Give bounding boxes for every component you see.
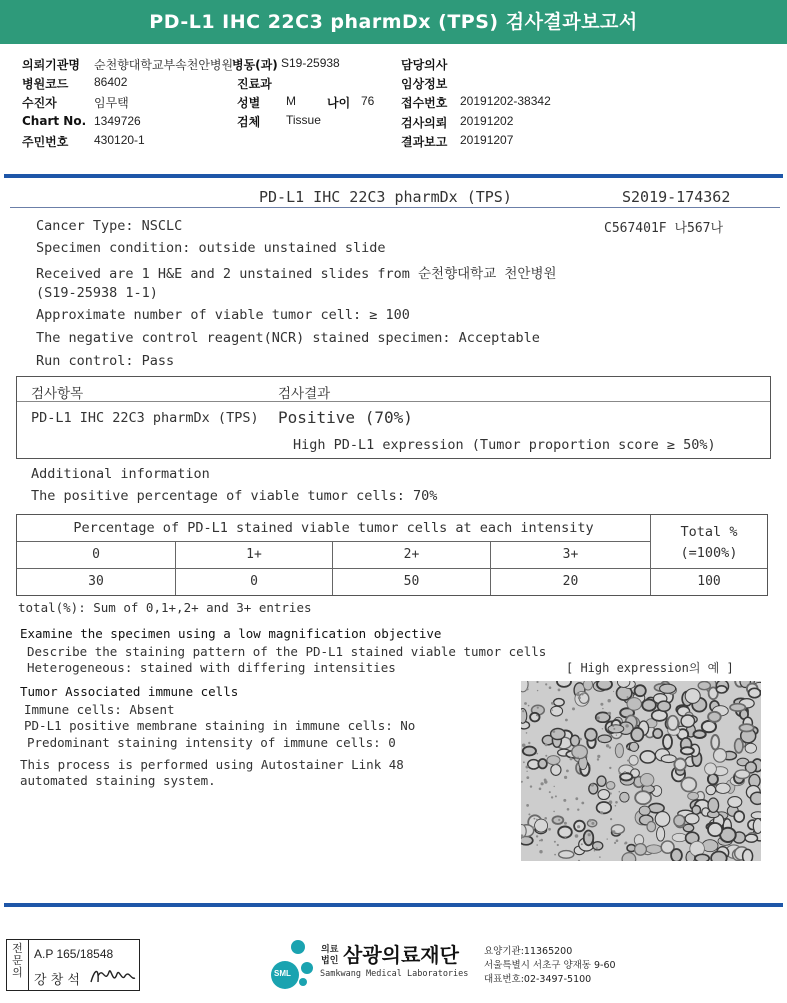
report-line: (S19-25938 1-1)	[36, 285, 158, 301]
chart-label: Chart No.	[22, 114, 87, 128]
org-prefix: 법인	[321, 956, 339, 966]
ihc-micrograph-image	[521, 681, 761, 861]
intensity-table-header: Percentage of PD-L1 stained viable tumor cells at each intensity	[73, 520, 594, 536]
intensity-footnote: total(%): Sum of 0,1+,2+ and 3+ entries	[18, 600, 312, 615]
total-header: Total %	[680, 524, 738, 540]
org-name-en: Samkwang Medical Laboratories	[320, 969, 469, 979]
request-value: 20191202	[460, 114, 514, 128]
request-label: 검사의뢰	[401, 116, 448, 130]
logo-mark: SML	[274, 969, 291, 978]
examine-line: Describe the staining pattern of the PD-L1 stained viable tumor cells	[27, 644, 547, 659]
report-date-value: 20191207	[460, 133, 514, 147]
report-line: Run control: Pass	[36, 353, 175, 369]
process-line: automated staining system.	[20, 773, 216, 788]
examine-title: Examine the specimen using a low magnification objective	[20, 626, 442, 641]
result-col-result: 검사결과	[278, 386, 331, 402]
age-value: 76	[361, 94, 375, 108]
intensity-label: 0	[92, 547, 100, 562]
result-value: Positive (70%)	[278, 408, 413, 427]
doctor-label: 담당의사	[401, 58, 448, 72]
patient-label: 수진자	[22, 96, 57, 110]
immune-line: Immune cells: Absent	[24, 702, 175, 717]
chart-value: 1349726	[94, 114, 141, 128]
institution-label: 의뢰기관명	[22, 58, 80, 72]
sub-code: C567401F 나567나	[604, 221, 724, 236]
image-caption: [ High expression의 예 ]	[566, 661, 734, 675]
dept-label: 병동(과)	[232, 58, 278, 72]
intensity-label: 3+	[562, 547, 579, 562]
immune-line: Predominant staining intensity of immune cells: 0	[27, 735, 396, 750]
intensity-value: 0	[250, 574, 258, 589]
result-note: High PD-L1 expression (Tumor proportion score ≥ 50%)	[293, 437, 716, 453]
org-address: 서울특별시 서초구 양재동 9-60	[484, 960, 616, 971]
pathologist-stamp	[6, 939, 140, 991]
intensity-value: 50	[403, 574, 420, 589]
intensity-label: 2+	[403, 547, 420, 562]
clinical-info-label: 임상정보	[401, 77, 448, 91]
immune-line: PD-L1 positive membrane staining in immune cells: No	[24, 718, 416, 733]
intensity-value: 20	[562, 574, 579, 589]
top-divider	[4, 174, 783, 178]
report-line: The negative control reagent(NCR) stained specimen: Acceptable	[36, 330, 540, 346]
dept-value: S19-25938	[281, 56, 340, 70]
resident-label: 주민번호	[22, 135, 69, 149]
clinic-label: 진료과	[237, 77, 272, 91]
report-title: PD-L1 IHC 22C3 pharmDx (TPS) 검사결과보고서	[0, 0, 787, 44]
intensity-label: 1+	[246, 547, 262, 562]
result-item: PD-L1 IHC 22C3 pharmDx (TPS)	[31, 410, 259, 426]
signature-icon	[89, 964, 137, 988]
examine-line: Heterogeneous: stained with differing intensities	[27, 660, 396, 675]
sml-logo-icon	[268, 937, 316, 989]
intensity-total: 100	[697, 574, 721, 589]
report-date-label: 결과보고	[401, 135, 448, 149]
report-line: Specimen condition: outside unstained slide	[36, 240, 386, 256]
case-number: S2019-174362	[622, 188, 731, 206]
specimen-label: 검체	[237, 115, 261, 129]
org-code: 요양기관:11365200	[484, 946, 573, 957]
positive-percentage-line: The positive percentage of viable tumor cells: 70%	[31, 488, 438, 504]
sex-value: M	[286, 94, 296, 108]
hospital-code-label: 병원코드	[22, 77, 69, 91]
institution-value: 순천향대학교부속천안병원	[94, 58, 234, 72]
resident-value: 430120-1	[94, 133, 145, 147]
additional-title: Additional information	[31, 466, 210, 482]
age-label: 나이	[327, 96, 351, 110]
report-line: Approximate number of viable tumor cell: ≥ 100	[36, 307, 410, 323]
result-table-divider	[17, 401, 770, 402]
report-line: Received are 1 H&E and 2 unstained slides from 순천향대학교 천안병원	[36, 266, 557, 282]
intensity-value: 30	[88, 574, 104, 589]
patient-value: 임무택	[94, 96, 129, 110]
bottom-divider	[4, 903, 783, 907]
stamp-license: A.P 165/18548	[34, 947, 114, 961]
patient-info-header	[0, 44, 787, 160]
receipt-value: 20191202-38342	[460, 94, 551, 108]
intensity-header-divider	[17, 541, 650, 542]
org-prefix: 의료	[321, 945, 339, 955]
specimen-value: Tissue	[286, 113, 321, 127]
sex-label: 성별	[237, 96, 261, 110]
report-line: Cancer Type: NSCLC	[36, 218, 183, 234]
immune-title: Tumor Associated immune cells	[20, 684, 239, 699]
total-header-sub: (=100%)	[680, 545, 738, 561]
intensity-values-divider	[17, 568, 767, 569]
receipt-label: 접수번호	[401, 96, 448, 110]
result-col-item: 검사항목	[31, 386, 84, 402]
org-name: 삼광의료재단	[343, 943, 459, 967]
test-title: PD-L1 IHC 22C3 pharmDx (TPS)	[259, 188, 512, 206]
title-underline	[10, 207, 780, 208]
stamp-kind: 전문의	[7, 940, 29, 990]
org-phone: 대표번호:02-3497-5100	[484, 974, 592, 985]
process-line: This process is performed using Autostainer Link 48	[20, 757, 404, 772]
micrograph-drawing	[521, 681, 761, 861]
hospital-code-value: 86402	[94, 75, 128, 89]
stamp-name: 강 창 석	[34, 973, 80, 988]
